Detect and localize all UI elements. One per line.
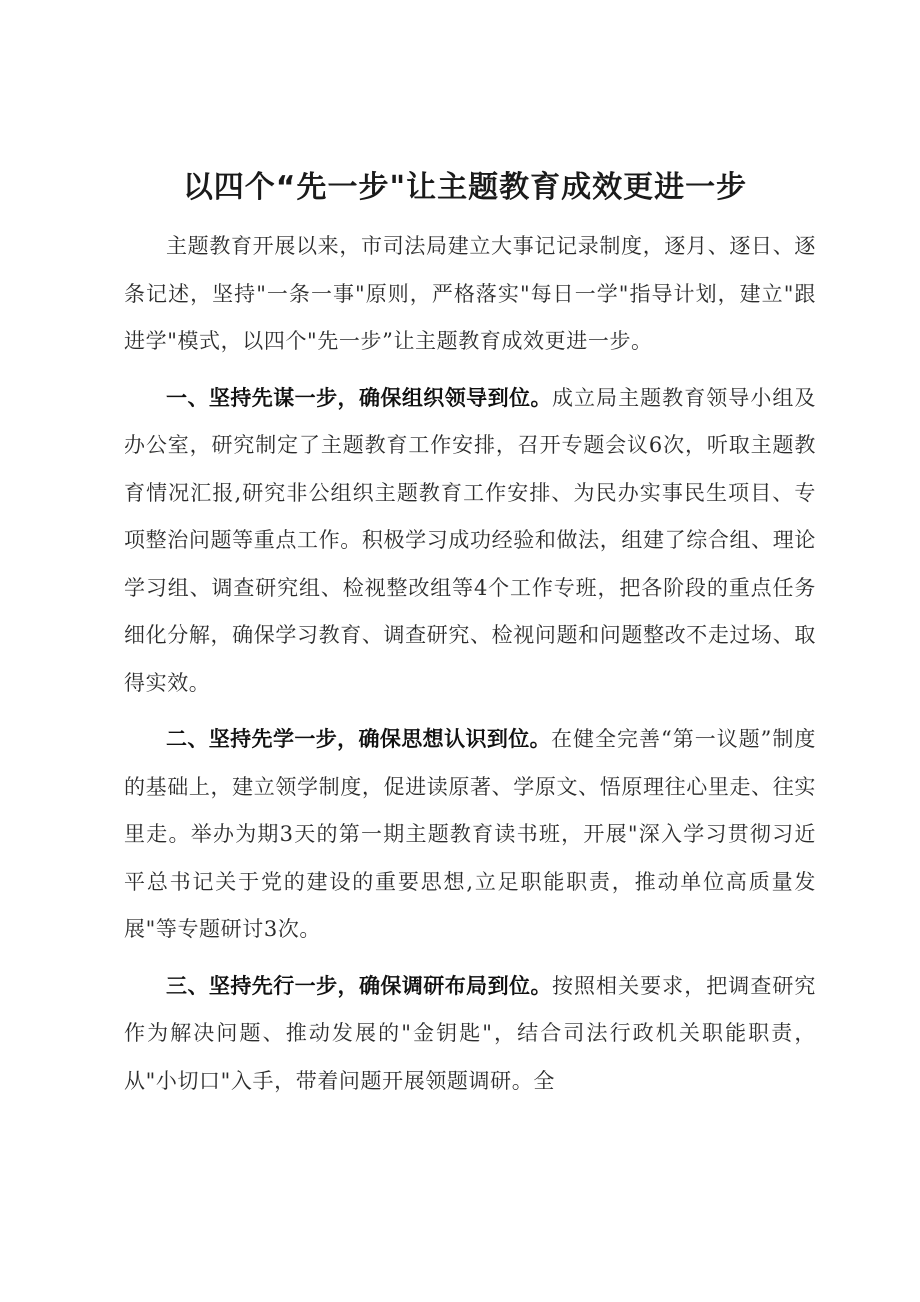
document-title: 以四个“先一步"让主题教育成效更进一步 [182,170,748,205]
section-text-3: 按照相关要求，把调查研究作为解决问题、推动发展的"金钥匙"，结合司法行政机关职能职责，从"小切口"入手，带着问题开展领题调研。全 [124,973,817,1093]
section-paragraph-3 [124,963,816,1106]
section-paragraph-2 [124,716,816,954]
section-heading-2: 二、坚持先学一步，确保思想认识到位。 [166,727,552,751]
section-text-1: 成立局主题教育领导小组及办公室，研究制定了主题教育工作安排，召开专题会议6次，听取主题教育情况汇报,研究非公组织主题教育工作安排、为民办实事民生项目、专项整治问题等重点工作。积极学习成功经验和做法，组建了综合组、理论学习组、调查研究组、检视整改组等4个工作专班，把各阶段的重点任务细化分解，确保学习教育、调查研究、检视问题和问题整改不走过场、取得实效。 [124,385,817,695]
section-text-2: 在健全完善“第一议题”制度的基础上，建立领学制度，促进读原著、学原文、悟原理往心里走、往实里走。举办为期3天的第一期主题教育读书班，开展"深入学习贯彻习近平总书记关于党的建设的重要思想,立足职能职责，推动单位高质量发展"等专题研讨3次。 [124,727,816,941]
intro-paragraph: 主题教育开展以来，市司法局建立大事记记录制度，逐月、逐日、逐条记述，坚持"一条一事"原则，严格落实"每日一学"指导计划，建立"跟进学"模式，以四个"先一步”让主题教育成效更进一步。 [124,234,816,353]
section-paragraph-1 [124,375,816,708]
section-heading-3: 三、坚持先行一步，确保调研布局到位。 [166,973,552,998]
section-heading-1: 一、坚持先谋一步，确保组织领导到位。 [166,385,552,410]
document-body [124,223,816,1105]
